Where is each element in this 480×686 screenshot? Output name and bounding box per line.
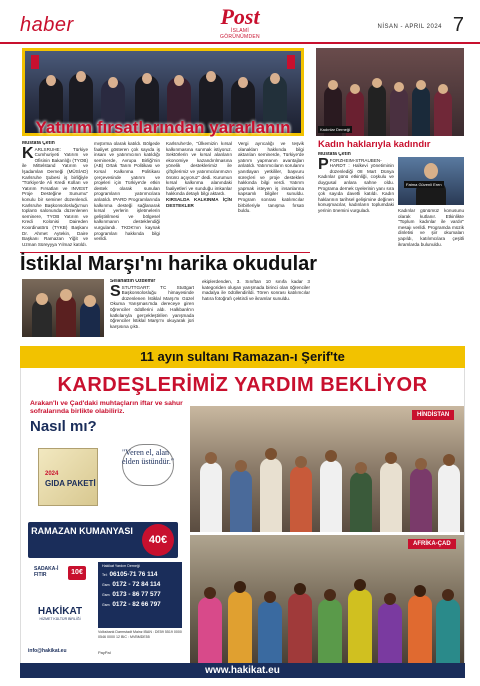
ramadan-package-badge[interactable]: [28, 522, 178, 558]
article3-col3-text: ekiplerdenden, 3. Sınıftan 10 sınıfa kadar 3 kategoriden oluşan yarışmada birinci olan öğrenciler madalya ile ödüllendirildi. Tören sonrası katılımcılar hatıra fotoğrafı çektirdi ve ikramlar sunuldu.: [202, 279, 310, 301]
logo-subtitle: İSLAMİ GÖRÜNÜMDEN: [220, 28, 260, 40]
article3-col1-text: STUTTGART: TC Stuttgart Başkonsolosluğu himayesinde düzenlenen İstiklal Marşı'nı Güzel Okuma Yarışması'nda dereceye giren öğrenciler ödüllerini aldı. Halkbank'ın katkılarıyla gerçekleştirilen yarışmada öğrenciler İstiklal Marşı'nı okuyarak jüri karşısına çıktı.: [110, 284, 194, 329]
phone-line[interactable]: Gsm: 0173 - 86 77 577: [102, 591, 161, 598]
article2-byline: Mustafa Çetin: [318, 152, 351, 157]
article3-column-3: [202, 279, 310, 343]
article1-byline: Mustafa Çetin: [22, 141, 55, 146]
article1-column-3: [166, 141, 232, 251]
article3-headline[interactable]: İstiklal Marşı'nı harika okudular: [20, 253, 318, 275]
logo-text: Post: [220, 4, 260, 29]
article2-portrait: [398, 157, 464, 205]
article1-column-1: [22, 141, 88, 251]
food-package-icon: [38, 448, 98, 506]
article2-headline[interactable]: Kadın haklarıyla kadındır: [318, 139, 431, 150]
article2-portrait-caption: Fatma Güvenli Eren: [406, 182, 442, 187]
contact-email[interactable]: info@hakikat.eu: [28, 648, 67, 654]
phone-line[interactable]: Tel: 06105-71 76 114: [102, 571, 158, 578]
article3-dropcap: S: [110, 282, 121, 300]
section-title: haber: [20, 14, 74, 36]
ad-website[interactable]: www.hakikat.eu: [20, 663, 465, 678]
chad-tag: AFRİKA-ÇAD: [408, 539, 456, 549]
article2-col1-text: FORZHEIM-STRAUBEN-HARDT : Halkevi yönetiminin düzenlediği 08 Mart Dünya Kadınlar günü etkinliği, coşkulu ve duygusal anlara sahne oldu. Programa dernek üyelerinin yanı sıra çok sayıda davetli katıldı. Kadın haklarının tarihsel gelişimine değinen konuşmacılar, kadınların toplumdaki yerinin önemini vurguladı.: [318, 157, 394, 213]
article1-col2-text: mıştırma olarak katıldı. Bölgede faaliyet gösteren çok sayıda iş insanı ve yatırımcının katıldığı seminerde, Avrupa Birliği'nin (AB) Ortak Tarım Politikası ve Kırsal Kalkınma Politikası çerçevesinde yatırım ve projeleri için Türkiye'de etkin destek olarak sunulan programların yatırımcılara anlatıldı. IPARD Programlarında kalkınma desteği sağlanarak kırsal yerlerin işletmelerin geliştirilmesi ve bölgesel kalkınmanın desteklendiği vurgulandı. TKDK'nın kaynak programları hakkında bilgi verildi.: [94, 141, 160, 242]
article1-col4-text: Vergi ayrıcalığı ve teşvik olanakları hakkında bilgi aktarılan seminerde, Türkiye'de yatırım yapmanın avantajları anlatıldı. Yatırımcıların sorularını yanıtlayan yetkililer, başvuru süreçleri ve proje destekleri hakkında bilgi verdi. Yatırım yapmak isteyen iş insanlarına kapsamlı bilgiler sunuldu. Program sonrası katılımcılar birbirleriyle tanışma fırsatı buldu.: [238, 141, 304, 214]
newspaper-logo[interactable]: [212, 6, 268, 40]
article3-photo: [22, 279, 104, 337]
fitir-amount: 10€: [68, 566, 86, 580]
article3-column-1: [110, 279, 194, 343]
article2-photo: [316, 48, 464, 136]
article2-photo-caption: Kadınlar Derneği: [320, 127, 351, 132]
article1-column-2: [94, 141, 160, 251]
phone-line[interactable]: Gsm: 0172 - 82 66 797: [102, 601, 161, 608]
bank-details: Volksbank Darmstadt Mainz IBAN : DE59 5519 0000 0546 0000 12 BIC : MVBMDE55: [98, 630, 182, 639]
contact-heading: Hakikat Yardım Derneği: [102, 564, 140, 568]
hakikat-logo-text: HAKİKAT: [37, 606, 83, 617]
phone-line[interactable]: Gsm: 0172 - 72 84 114: [102, 581, 161, 588]
food-package-year: 2024: [45, 471, 59, 477]
paypal-label: PayPal: [98, 650, 111, 655]
ad-subtitle: Arakan'lı ve Çad'daki muhtaçların iftar ve sahur sofralarında birlikte olabiliriz.: [30, 400, 183, 415]
ramadan-package-title: RAMAZAN KUMANYASI: [31, 526, 133, 536]
article2-dropcap: P: [318, 155, 329, 173]
fitir-label: SADAKA-İ FITIR: [34, 566, 59, 578]
issue-date: NİSAN - APRIL 2024: [377, 24, 442, 30]
hakikat-logo-subtitle: HİZMET KÜLTÜR BİRLİĞİ: [39, 617, 81, 621]
hakikat-logo[interactable]: [30, 606, 90, 621]
ramadan-package-amount: 40€: [142, 524, 174, 556]
article1-headline[interactable]: Yatırım fırsatlarından yararlanın: [35, 118, 291, 137]
article1-subheading: KIRSALDA KALKINMA İÇİN DESTEKLER: [166, 196, 232, 208]
article1-column-4: [238, 141, 304, 251]
india-tag: HİNDİSTAN: [412, 410, 454, 420]
article1-dropcap: K: [22, 144, 34, 162]
ad-question: Nasıl mı?: [30, 418, 97, 435]
page-number: 7: [452, 14, 464, 36]
article1-col1-text: ARLSRUHE: Türkiye Cumhuriyeti Yatırım ve Ofisinin Bakanlığı (TYOB) ile Mittelstand Yatırım ve İşadamları Derneği (MÜSİAD) Karlsruhe Şubesi iş birliğiyle "Türkiye'de Ali Kredi Kolları ve Yatırım Fırsatları ve INVEST Proje Desteğine Sunumu" konulu bir seminer düzenlendi. Karlsruhe Başkonsolosluğu'nun toplantı salonunda düzenlenen seminere, TYOB Yatırım ve Kredi Kolonisi Daireden Koordinatörü (TYKB) Başkanı Dr. Ahmet Aytekin, Daire Başkanı Ramazan Yiğit ve Uzman Süreyyya Yılmaz katıldı.: [22, 146, 88, 247]
page-header: [0, 0, 480, 44]
contact-box: [98, 562, 182, 628]
article2-column-1: [318, 152, 394, 342]
ad-banner: [20, 346, 465, 368]
food-package-label: GIDA PAKETİ: [45, 479, 96, 488]
ad-title[interactable]: KARDEŞLERİMİZ YARDIM BEKLİYOR: [57, 374, 428, 396]
chad-aid-photo: [190, 535, 464, 663]
ad-quote: "Veren el, alan elden üstündür.": [122, 448, 175, 466]
ad-banner-text: 11 ayın sultanı Ramazan-ı Şerif'te: [140, 349, 345, 364]
article1-col3-text: Karlsruhe'de, "Ülkemizin kırsal kalkınmasına sunmak istiyoruz. Sektörlerin ve kırsal alanların ekonomiye kazandırılmasına yönelik desteklerimiz ile çiftçilerimiz ve yatırımcılarımızın önünü açıyoruz" dedi. Kurumun kırsal kalkınma alanındaki faaliyetleri ve sunduğu imkanlar hakkında detaylı bilgi aktardı.: [166, 141, 232, 197]
india-aid-photo: [190, 406, 464, 532]
article2-column-2: [398, 208, 464, 342]
article3-byline: Selahattin Özdemir: [110, 279, 156, 284]
article2-col2-text: Kadınlar günümüz konusunu olarak kutlanır. Etkinlikte "Toplum kadınlar ile vardır" mesajı verildi. Programda müzik dinletisi ve şiir okumaları yapıldı, katılımcılara çeşitli ikramlarda bulunuldu.: [398, 208, 464, 247]
